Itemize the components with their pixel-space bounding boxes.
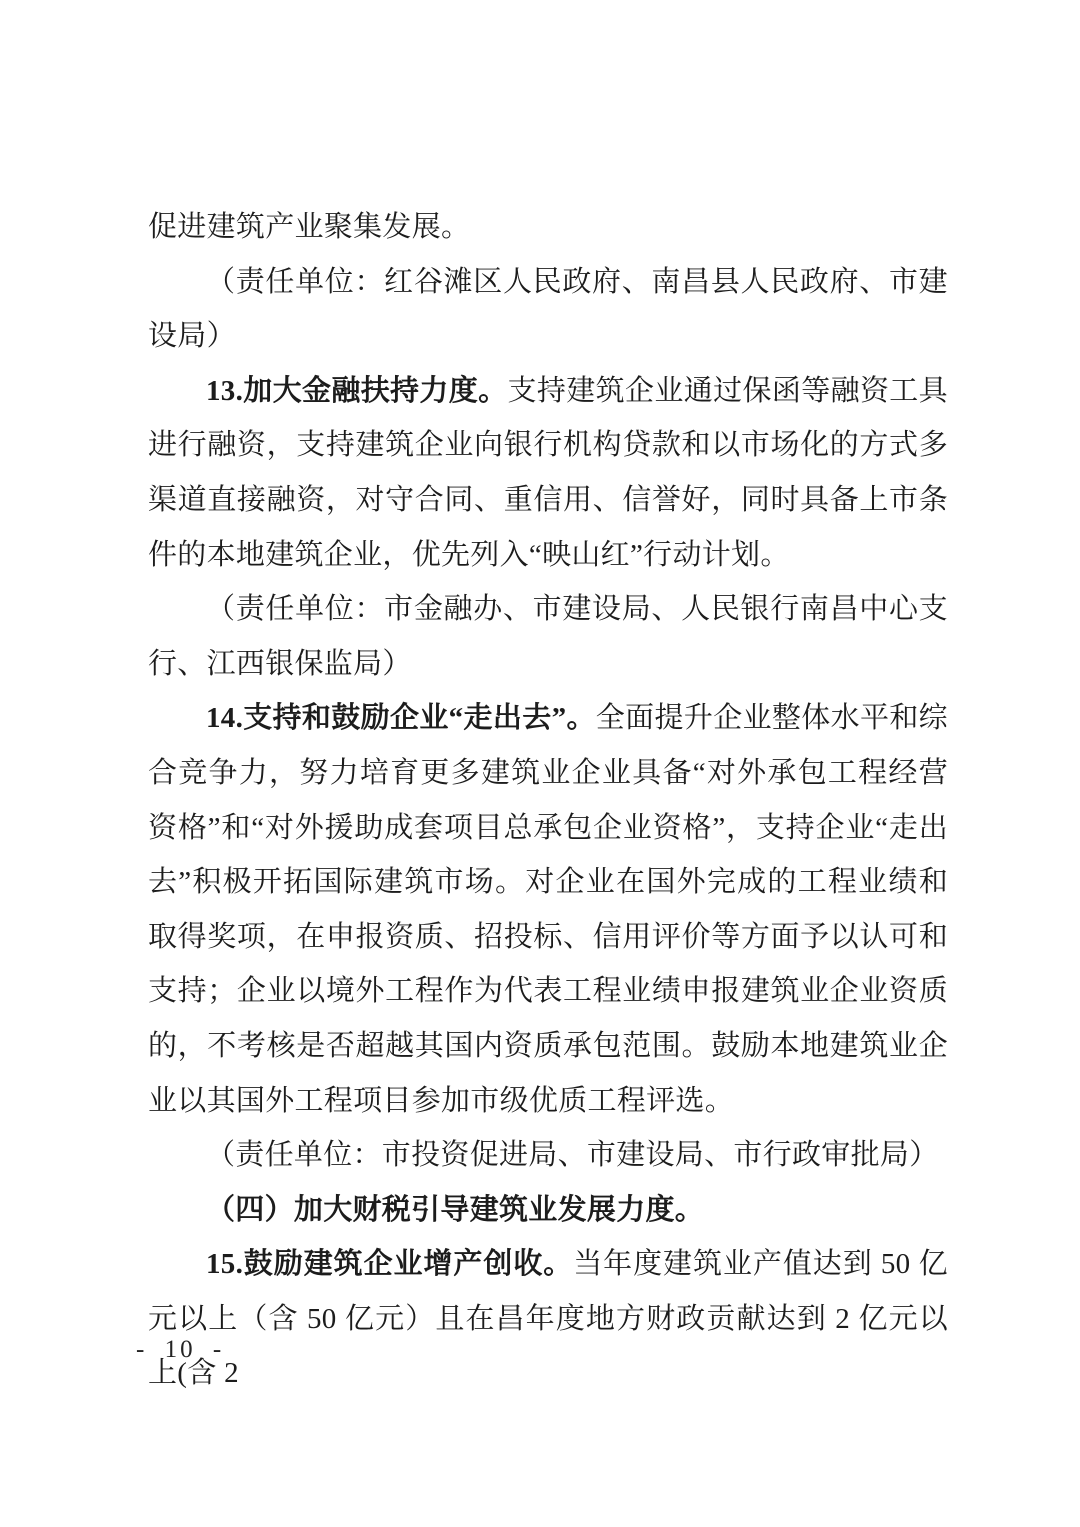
document-body	[148, 200, 948, 1401]
paragraph	[148, 364, 948, 582]
page-number: - 10 -	[136, 1336, 225, 1363]
heading-segment: 14.支持和鼓励企业“走出去”。	[206, 702, 596, 735]
text-segment: （责任单位：市金融办、市建设局、人民银行南昌中心支行、江西银保监局）	[148, 593, 948, 680]
text-segment: 促进建筑产业聚集发展。	[148, 211, 471, 243]
heading-segment: 13.加大金融扶持力度。	[206, 374, 508, 407]
paragraph	[148, 1183, 948, 1238]
paragraph	[148, 1128, 948, 1183]
paragraph	[148, 1237, 948, 1401]
heading-segment: 15.鼓励建筑企业增产创收。	[206, 1248, 574, 1281]
text-segment: 支持建筑企业通过保函等融资工具进行融资，支持建筑企业向银行机构贷款和以市场化的方式多渠道直接融资，对守合同、重信用、信誉好，同时具备上市条件的本地建筑企业，优先列入“映山红”行动计划。	[148, 374, 948, 571]
paragraph	[148, 200, 948, 255]
footer	[136, 1336, 224, 1364]
paragraph	[148, 582, 948, 691]
text-segment: （责任单位：红谷滩区人民政府、南昌县人民政府、市建设局）	[148, 265, 948, 353]
paragraph	[148, 691, 948, 1128]
text-segment: 当年度建筑业产值达到 50 亿元以上（含 50 亿元）且在昌年度地方财政贡献达到 2 亿元以上(含 2	[148, 1248, 948, 1390]
heading-segment: （四）加大财税引导建筑业发展力度。	[206, 1193, 705, 1226]
paragraph	[148, 255, 948, 364]
text-segment: （责任单位：市投资促进局、市建设局、市行政审批局）	[206, 1139, 939, 1172]
text-segment: 全面提升企业整体水平和综合竞争力，努力培育更多建筑业企业具备“对外承包工程经营资格”和“对外援助成套项目总承包企业资格”，支持企业“走出去”积极开拓国际建筑市场。对企业在国外完成的工程业绩和取得奖项，在申报资质、招投标、信用评价等方面予以认可和支持；企业以境外工程作为代表工程业绩申报建筑业企业资质的，不考核是否超越其国内资质承包范围。鼓励本地建筑业企业以其国外工程项目参加市级优质工程评选。	[148, 702, 948, 1117]
